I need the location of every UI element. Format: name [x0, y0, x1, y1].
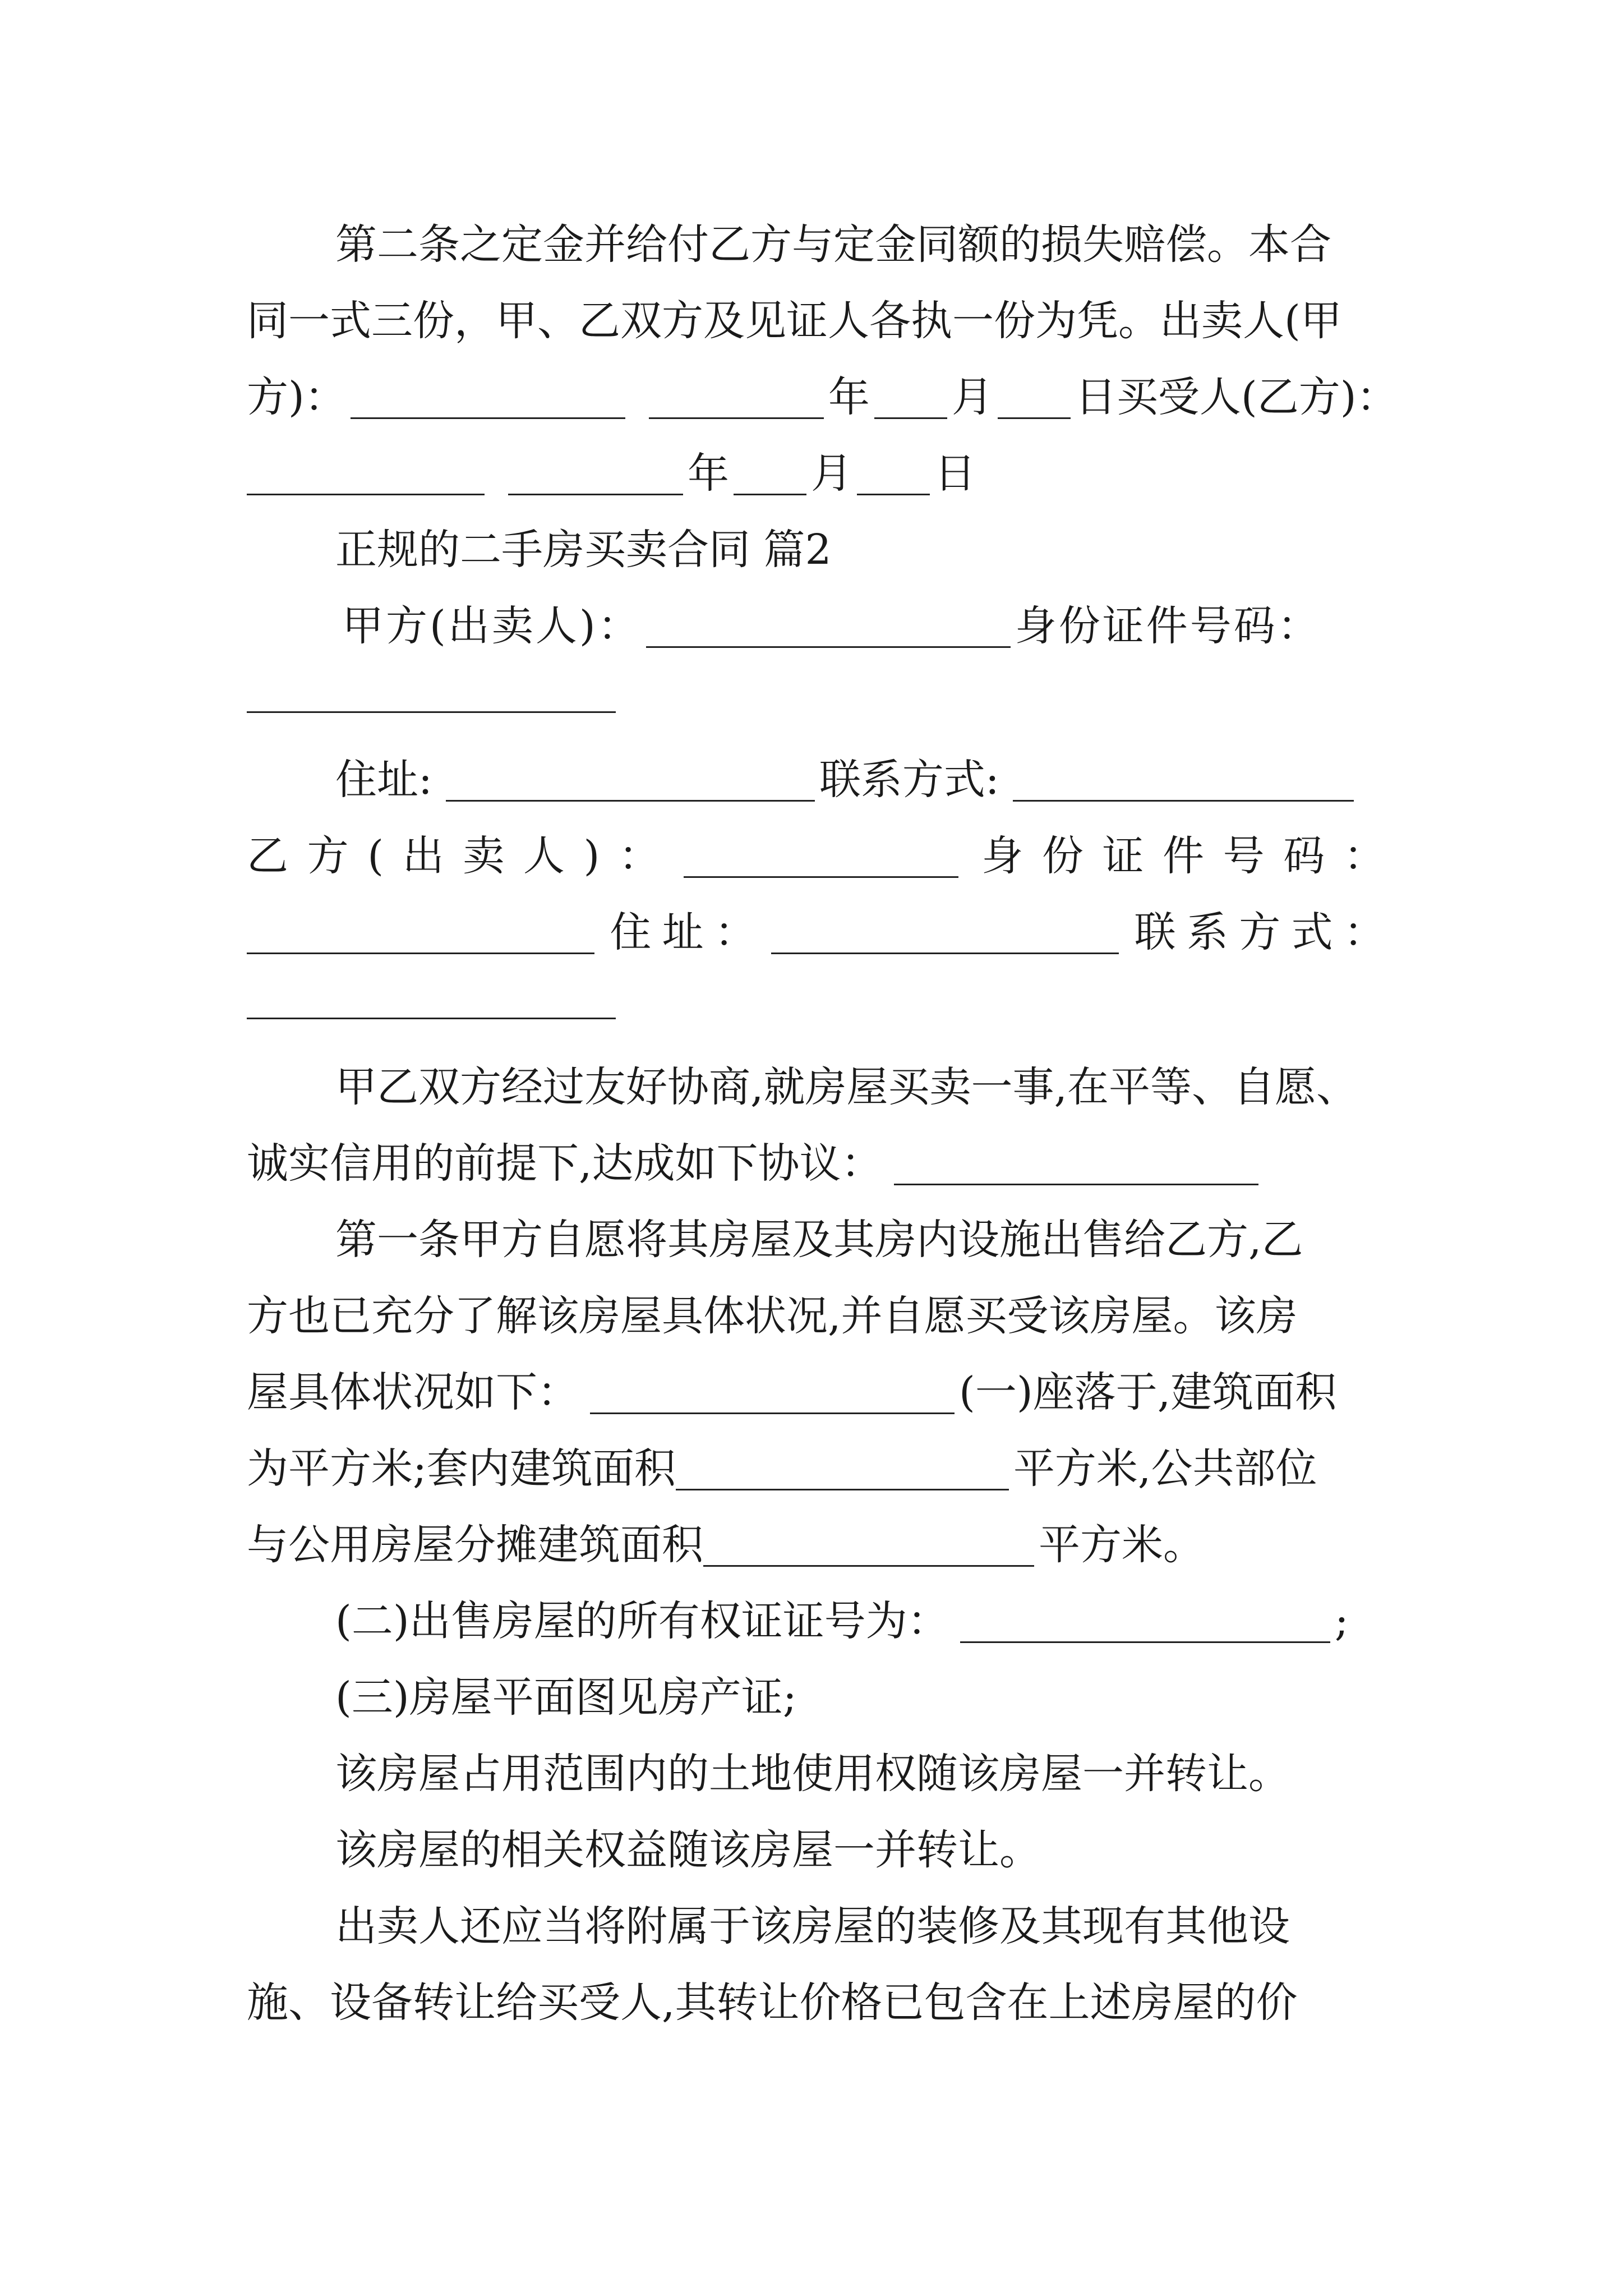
- party-b-char: 人: [523, 832, 565, 880]
- contract-text: 甲乙双方经过友好协商,就房屋买卖一事,在平等、自愿、: [335, 1063, 1358, 1111]
- contract-text: 与公用房屋分摊建筑面积: [247, 1521, 703, 1569]
- contract-text: (三)房屋平面图见房产证;: [335, 1673, 797, 1722]
- paragraph-line: [335, 1200, 1385, 1279]
- contact-char: 系: [1186, 908, 1228, 956]
- day-blank: [998, 376, 1071, 419]
- contract-text: 平方米。: [1039, 1521, 1205, 1569]
- contract-text: 出卖人还应当将附属于该房屋的装修及其现有其他设: [335, 1902, 1290, 1950]
- paragraph-line: [247, 1124, 1385, 1203]
- month-label: 月: [811, 449, 852, 498]
- paragraph-line: [247, 282, 1385, 360]
- seller-signature-blank: [351, 376, 625, 419]
- year-label: 年: [828, 373, 870, 421]
- party-a-id-blank: [247, 711, 616, 713]
- party-b-char: 方: [307, 832, 349, 880]
- id-label-char: 件: [1163, 832, 1205, 880]
- contract-text: 平方米,公共部位: [1013, 1444, 1317, 1493]
- party-a-address-line: [335, 740, 1385, 819]
- party-b-char: (: [367, 832, 384, 880]
- contract-text: (二)出售房屋的所有权证证号为：: [335, 1597, 949, 1645]
- address-char: ：: [714, 908, 756, 956]
- month-blank: [874, 376, 947, 419]
- party-b-char: ：: [619, 832, 661, 880]
- party-b-address-blank: [771, 911, 1119, 954]
- section-heading: [335, 510, 1385, 589]
- seller-signature-line: [247, 358, 1398, 436]
- contact-char: 方: [1239, 908, 1281, 956]
- address-blank: [446, 758, 815, 802]
- contract-text: 第一条甲方自愿将其房屋及其房内设施出售给乙方,乙: [335, 1216, 1303, 1264]
- address-char: 址: [662, 908, 704, 956]
- party-b-id-blank: [247, 911, 594, 954]
- certificate-number-blank: [960, 1600, 1330, 1643]
- buyer-label: 日买受人(乙方)：: [1075, 373, 1398, 421]
- id-label-char: 号: [1223, 832, 1265, 880]
- paragraph-line: [335, 1811, 1385, 1889]
- contract-title: 正规的二手房买卖合同 篇2: [335, 526, 832, 574]
- party-b-char: 卖: [463, 832, 505, 880]
- id-label-char: ：: [1343, 832, 1385, 880]
- id-label-char: 身: [981, 832, 1023, 880]
- day-label: 日: [934, 449, 976, 498]
- contact-char: ：: [1343, 908, 1385, 956]
- contract-text: (一)座落于,建筑面积: [959, 1368, 1337, 1416]
- buyer-signature-line: [247, 434, 1385, 513]
- month-blank: [734, 452, 806, 495]
- party-a-name-blank: [646, 605, 1011, 648]
- party-b-char: 出: [402, 832, 444, 880]
- party-b-char: ): [583, 832, 600, 880]
- paragraph-line: [335, 1658, 1385, 1737]
- buyer-signature-blank: [247, 452, 485, 495]
- id-label-char: 码: [1283, 832, 1325, 880]
- paragraph-line: [247, 1963, 1385, 2042]
- paragraph-line: [247, 1506, 1385, 1584]
- contract-text: 该房屋的相关权益随该房屋一并转让。: [335, 1826, 1041, 1874]
- party-b-contact-blank: [247, 1018, 616, 1019]
- party-b-name-blank: [684, 835, 958, 878]
- day-blank: [857, 452, 930, 495]
- party-b-address-line: [247, 893, 1385, 972]
- paragraph-line: [335, 1048, 1385, 1126]
- party-a-label: 甲方(出卖人)：: [342, 602, 642, 650]
- contract-text: 方也已充分了解该房屋具体状况,并自愿买受该房屋。该房: [247, 1292, 1298, 1340]
- paragraph-line: [335, 1887, 1385, 1966]
- contract-text: 屋具体状况如下：: [247, 1368, 579, 1416]
- party-a-line: [342, 587, 1392, 665]
- paragraph-line: [247, 1353, 1385, 1432]
- contract-text: 该房屋占用范围内的土地使用权随该房屋一并转让。: [335, 1750, 1290, 1798]
- contract-text: 为平方米;套内建筑面积: [247, 1444, 676, 1493]
- agreement-blank: [894, 1142, 1258, 1185]
- contract-text: 施、设备转让给买受人,其转让价格已包含在上述房屋的价: [247, 1978, 1298, 2027]
- year-label: 年: [688, 449, 729, 498]
- paragraph-line: [247, 1277, 1385, 1355]
- paragraph-line: [335, 1734, 1385, 1813]
- paragraph-line: [247, 1429, 1385, 1508]
- inner-area-blank: [676, 1447, 1009, 1490]
- id-number-label: 身份证件号码：: [1015, 602, 1321, 650]
- contact-blank: [1013, 758, 1354, 802]
- address-char: 住: [610, 908, 652, 956]
- year-blank: [508, 452, 683, 495]
- paragraph-line: [335, 1582, 1385, 1660]
- contract-text: ;: [1334, 1597, 1349, 1645]
- seller-label: 方)：: [247, 373, 346, 421]
- contract-text: 诚实信用的前提下,达成如下协议：: [247, 1139, 883, 1188]
- contact-char: 联: [1134, 908, 1176, 956]
- address-label: 住址:: [335, 756, 432, 804]
- month-label: 月: [951, 373, 993, 421]
- paragraph-line: [335, 205, 1385, 284]
- id-label-char: 份: [1041, 832, 1083, 880]
- shared-area-blank: [703, 1524, 1034, 1567]
- contact-label: 联系方式:: [819, 756, 999, 804]
- party-b-line: [247, 817, 1385, 895]
- contract-text: 第二条之定金并给付乙方与定金同额的损失赔偿。本合: [335, 220, 1331, 269]
- party-b-char: 乙: [247, 832, 288, 880]
- contact-char: 式: [1291, 908, 1333, 956]
- property-blank: [590, 1371, 955, 1414]
- id-label-char: 证: [1102, 832, 1144, 880]
- contract-text: 同一式三份，甲、乙双方及见证人各执一份为凭。出卖人(甲: [247, 297, 1342, 345]
- year-blank: [649, 376, 824, 419]
